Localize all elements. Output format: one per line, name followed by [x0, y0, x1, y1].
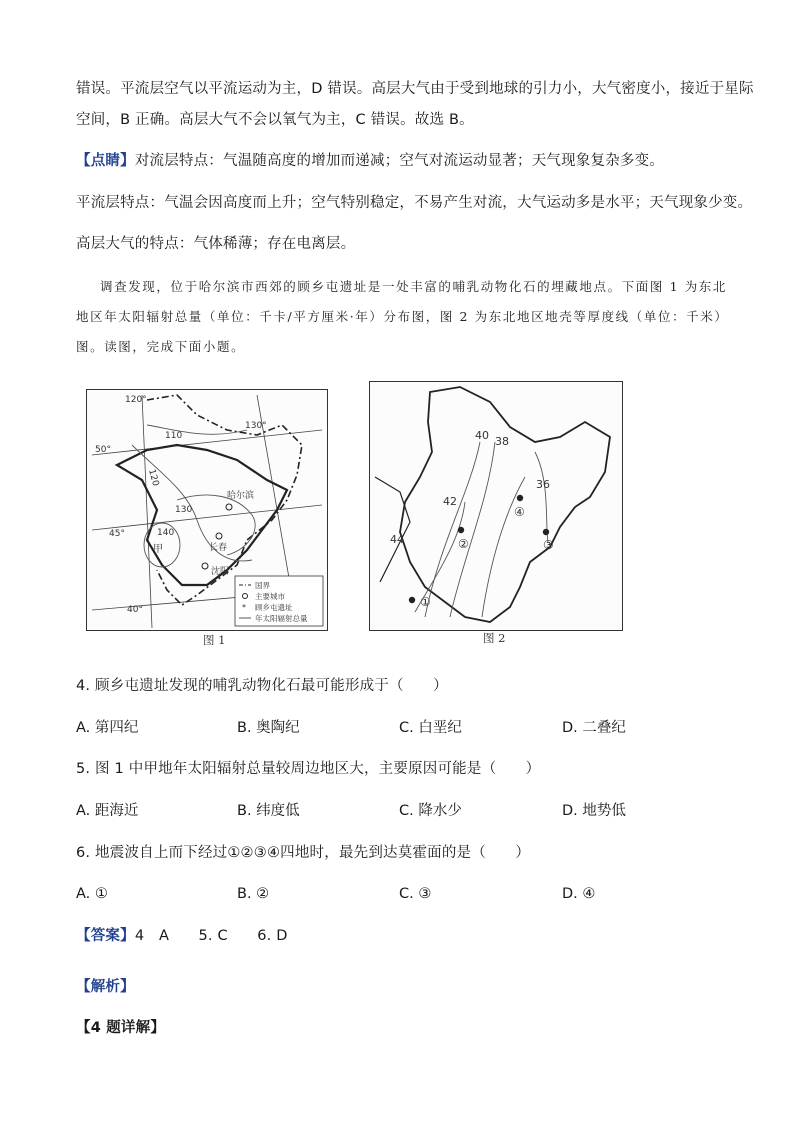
- question-5-stem: 5. 图 1 中甲地年太阳辐射总量较周边地区大，主要原因可能是（ ）: [76, 761, 541, 777]
- city-label: 长春: [209, 543, 228, 553]
- city-marker: [202, 563, 208, 569]
- city-label: 哈尔滨: [227, 491, 255, 501]
- pointer-note: [76, 151, 664, 171]
- stratosphere-note: 平流层特点：气温会因高度而上升；空气特别稳定，不易产生对流，大气运动多是水平；天气现象少变。: [76, 195, 753, 211]
- q4-option-c: C. 白垩纪: [399, 720, 462, 736]
- legend-text: 年太阳辐射总量: [255, 614, 308, 623]
- figure-1-solar-radiation-map: [86, 389, 328, 631]
- contour-label: 38: [495, 435, 509, 448]
- q6-option-c: C. ③: [399, 886, 432, 902]
- q5-option-b: B. 纬度低: [237, 803, 300, 819]
- figure-2-crust-thickness-map: [369, 381, 623, 631]
- legend-site-swatch: *: [242, 603, 246, 612]
- contour-label: 36: [536, 478, 550, 491]
- q6-option-d: D. ④: [562, 886, 596, 902]
- isoline: [535, 452, 548, 542]
- point-4-marker: [517, 495, 523, 501]
- lat-label: 40°: [127, 605, 143, 615]
- paragraph-line: 错误。平流层空气以平流运动为主，D 错误。高层大气由于受到地球的引力小，大气密度小，接近于星际: [76, 81, 754, 97]
- q4-option-d: D. 二叠纪: [562, 720, 626, 736]
- q4-option-a: A. 第四纪: [76, 720, 139, 736]
- scan-text-line: 图。读图，完成下面小题。: [76, 339, 246, 354]
- scan-text-line: 调查发现，位于哈尔滨市西郊的顾乡屯遗址是一处丰富的哺乳动物化石的埋藏地点。下面图 1 为东北: [100, 279, 728, 294]
- q5-option-c: C. 降水少: [399, 803, 462, 819]
- coast-line: [375, 477, 410, 582]
- region-outline: [400, 387, 610, 622]
- legend-text: 主要城市: [255, 592, 285, 601]
- city-label: 沈阳: [211, 567, 230, 577]
- map-1-graphic: [87, 390, 327, 630]
- isoline: [147, 425, 247, 434]
- region-outline: [117, 445, 287, 585]
- lat-label: 45°: [109, 529, 125, 539]
- q6-option-a: A. ①: [76, 886, 108, 902]
- contour-label: 110: [165, 431, 183, 441]
- detail-4-heading: 【4 题详解】: [76, 1020, 166, 1036]
- legend-text: 国界: [255, 581, 270, 590]
- upper-atmosphere-note: 高层大气的特点：气体稀薄；存在电离层。: [76, 236, 356, 252]
- area-jia-label: 甲: [153, 544, 163, 555]
- pointer-text: 对流层特点：气温随高度的增加而递减；空气对流运动显著；天气现象复杂多变。: [134, 153, 665, 169]
- point-label: ①: [420, 595, 431, 609]
- question-6-stem: 6. 地震波自上而下经过①②③④四地时，最先到达莫霍面的是（ ）: [76, 845, 531, 861]
- city-marker: [216, 533, 222, 539]
- lon-label: 120°: [125, 395, 147, 405]
- answer-text: 4 A 5. C 6. D: [134, 928, 288, 944]
- lon-label: 130°: [245, 421, 267, 431]
- point-3-marker: [543, 529, 549, 535]
- isoline: [450, 442, 495, 617]
- parallel-line: [92, 505, 322, 530]
- paragraph-line: 空间，B 正确。高层大气不会以氧气为主，C 错误。故选 B。: [76, 112, 474, 128]
- contour-label: 44: [390, 533, 404, 546]
- q6-option-b: B. ②: [237, 886, 270, 902]
- contour-label: 120: [146, 468, 161, 488]
- legend-text: 顾乡屯遗址: [255, 603, 293, 612]
- pointer-tag: 【点睛】: [76, 153, 135, 169]
- isoline: [425, 442, 480, 617]
- q5-option-a: A. 距海近: [76, 803, 139, 819]
- point-label: ③: [543, 538, 554, 552]
- q5-option-d: D. 地势低: [562, 803, 626, 819]
- figure-1-caption: 图 1: [203, 633, 226, 647]
- answer-tag: 【答案】: [76, 928, 135, 944]
- question-4-stem: 4. 顾乡屯遗址发现的哺乳动物化石最可能形成于（ ）: [76, 678, 448, 694]
- map-2-graphic: [370, 382, 622, 630]
- city-marker: [226, 504, 232, 510]
- point-2-marker: [458, 527, 464, 533]
- lat-label: 50°: [95, 445, 111, 455]
- figure-2-caption: 图 2: [483, 631, 506, 645]
- contour-label: 40: [475, 429, 489, 442]
- contour-label: 130: [175, 505, 193, 515]
- contour-label: 42: [443, 495, 457, 508]
- point-1-marker: [409, 597, 415, 603]
- q4-option-b: B. 奥陶纪: [237, 720, 300, 736]
- answer-line: [76, 926, 288, 946]
- meridian-line: [142, 395, 152, 628]
- scan-text-line: 地区年太阳辐射总量（单位：千卡/平方厘米·年）分布图，图 2 为东北地区地壳等厚度线（单位：千米）: [76, 309, 729, 324]
- point-label: ②: [458, 537, 469, 551]
- analysis-heading: 【解析】: [76, 979, 135, 995]
- contour-label: 140: [157, 528, 175, 538]
- point-label: ④: [514, 505, 525, 519]
